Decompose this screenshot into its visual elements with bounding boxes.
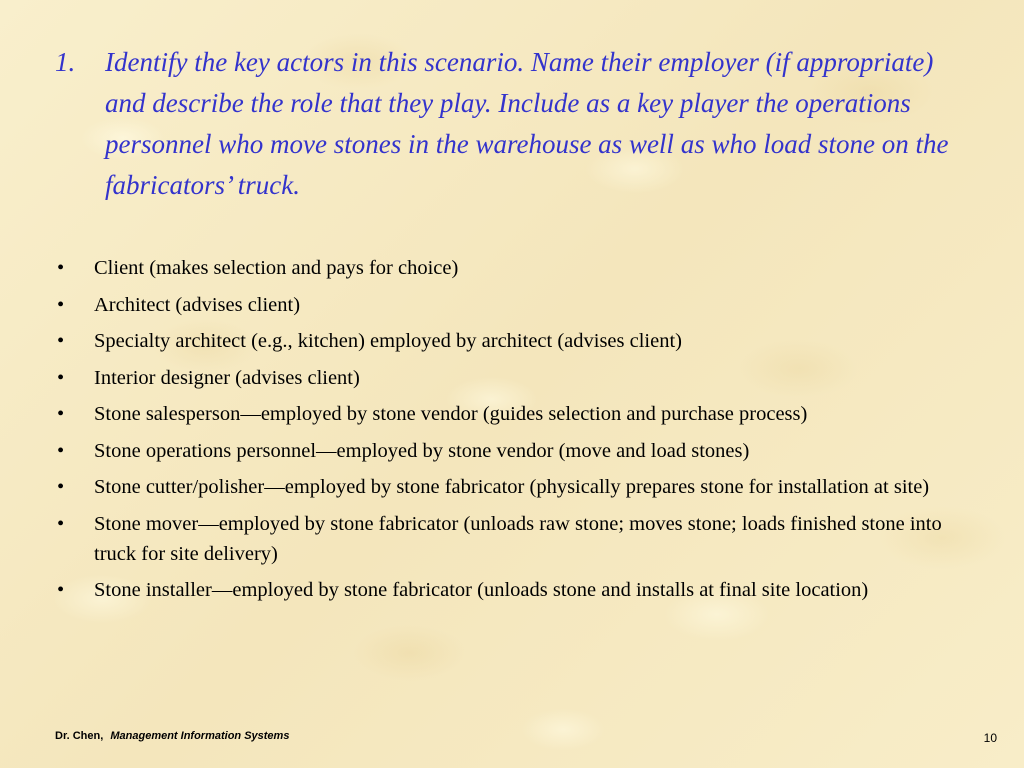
list-item — [55, 436, 975, 466]
bullet-icon: • — [57, 330, 65, 352]
list-item-text: Stone salesperson—employed by stone vendor (guides selection and purchase process) — [94, 403, 808, 425]
list-item — [55, 472, 975, 502]
bullet-icon: • — [57, 403, 65, 425]
list-item — [55, 509, 975, 569]
bullet-icon: • — [57, 257, 65, 279]
bullet-icon: • — [57, 293, 65, 316]
list-item — [55, 326, 975, 356]
bullet-icon: • — [57, 366, 65, 389]
bullet-icon: • — [57, 476, 65, 498]
footer-course: Management Information Systems — [110, 730, 290, 742]
actor-list — [55, 253, 975, 612]
question-number: 1. — [55, 47, 76, 77]
list-item-text: Stone installer—employed by stone fabricator (unloads stone and installs at final site location) — [94, 579, 869, 601]
list-item-text: Interior designer (advises client) — [94, 366, 360, 389]
list-item-text: Stone operations personnel—employed by stone vendor (move and load stones) — [94, 439, 750, 462]
list-item — [55, 253, 975, 283]
question-text: Identify the key actors in this scenario. Name their employer (if appropriate) and describe the role that they play. Include as a key player the operations personnel who move stones in the warehouse as well as who load stone on the fabricators’ truck. — [105, 47, 949, 200]
list-item-text: Stone mover—employed by stone fabricator (unloads raw stone; moves stone; loads finished stone into truck for site delivery) — [94, 512, 942, 565]
list-item-text: Client (makes selection and pays for choice) — [94, 257, 459, 279]
question-block — [55, 42, 955, 206]
bullet-icon: • — [57, 439, 65, 462]
footer-credit — [55, 730, 289, 742]
list-item-text: Stone cutter/polisher—employed by stone fabricator (physically prepares stone for installation at site) — [94, 476, 930, 498]
bullet-icon: • — [57, 579, 65, 601]
list-item-text: Architect (advises client) — [94, 293, 301, 316]
page-number: 10 — [983, 731, 997, 745]
list-item — [55, 575, 975, 605]
list-item-text: Specialty architect (e.g., kitchen) employed by architect (advises client) — [94, 330, 682, 352]
list-item — [55, 399, 975, 429]
bullet-icon: • — [57, 512, 65, 535]
list-item — [55, 290, 975, 320]
list-item — [55, 363, 975, 393]
footer-author: Dr. Chen, — [55, 730, 104, 742]
